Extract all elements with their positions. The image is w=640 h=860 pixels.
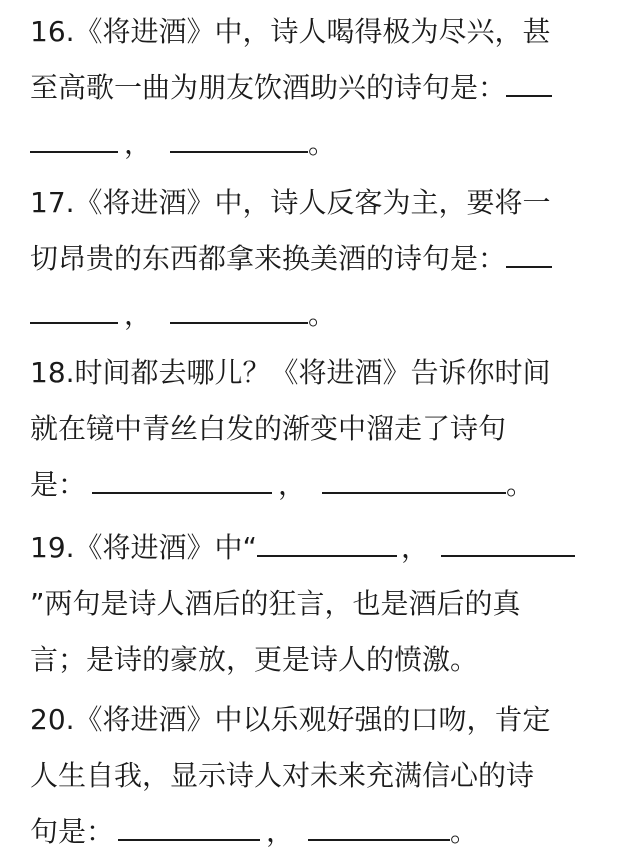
answer-blank[interactable] <box>441 554 575 557</box>
question-line <box>30 231 620 287</box>
period: 。 <box>308 127 337 160</box>
question-line: 就在镜中青丝白发的渐变中溜走了诗句 <box>30 412 507 445</box>
answer-blank[interactable] <box>322 491 506 494</box>
question-line <box>30 804 620 860</box>
period: 。 <box>450 815 479 848</box>
question-19 <box>30 520 620 688</box>
question-line: 20.《将进酒》中以乐观好强的口吻，肯定 <box>30 703 551 736</box>
question-line <box>30 457 620 513</box>
question-line: ”两句是诗人酒后的狂言，也是酒后的真 <box>30 587 521 620</box>
question-text: 19.《将进酒》中“ <box>30 531 258 564</box>
answer-blank[interactable] <box>170 150 308 153</box>
answer-blank[interactable] <box>506 94 552 97</box>
period: 。 <box>506 468 535 501</box>
question-text: 句是： <box>30 815 115 848</box>
answer-blank[interactable] <box>92 491 272 494</box>
question-line <box>30 520 620 576</box>
answer-blank[interactable] <box>30 321 118 324</box>
comma: ， <box>278 468 307 501</box>
answer-blank[interactable] <box>308 838 450 841</box>
comma: ， <box>124 298 153 331</box>
question-line <box>30 116 620 172</box>
question-line: 18.时间都去哪儿？《将进酒》告诉你时间 <box>30 356 551 389</box>
question-line: 人生自我，显示诗人对未来充满信心的诗 <box>30 759 535 792</box>
answer-blank[interactable] <box>118 838 260 841</box>
question-text: 是： <box>30 468 87 501</box>
question-text: 切昂贵的东西都拿来换美酒的诗句是： <box>30 242 507 275</box>
question-18 <box>30 345 620 513</box>
period: 。 <box>308 298 337 331</box>
question-20 <box>30 692 620 860</box>
question-line <box>30 287 620 343</box>
answer-blank[interactable] <box>506 265 552 268</box>
question-line: 17.《将进酒》中，诗人反客为主，要将一 <box>30 186 551 219</box>
comma: ， <box>401 531 430 564</box>
question-line: 16.《将进酒》中，诗人喝得极为尽兴，甚 <box>30 15 551 48</box>
comma: ， <box>266 815 295 848</box>
question-17 <box>30 175 620 343</box>
question-line: 言；是诗的豪放，更是诗人的愤激。 <box>30 643 479 676</box>
comma: ， <box>124 127 153 160</box>
question-text: 至高歌一曲为朋友饮酒助兴的诗句是： <box>30 71 507 104</box>
answer-blank[interactable] <box>30 150 118 153</box>
answer-blank[interactable] <box>257 554 397 557</box>
answer-blank[interactable] <box>170 321 308 324</box>
question-16 <box>30 4 620 172</box>
question-line <box>30 60 620 116</box>
